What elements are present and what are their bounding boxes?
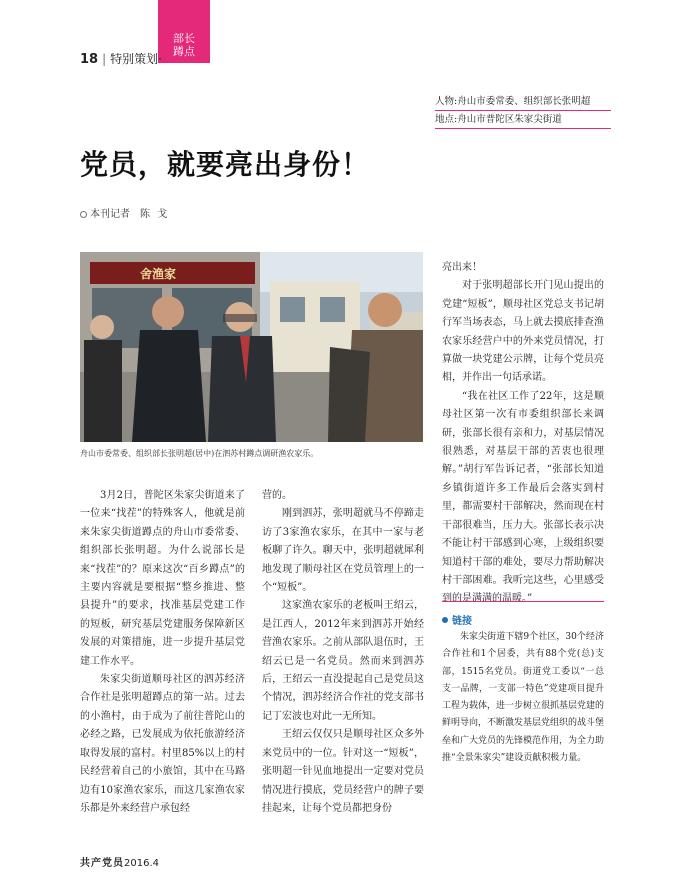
issue-number: 2016.4 bbox=[124, 858, 159, 869]
paragraph: 刚到泗苏，张明超就马不停蹄走访了3家渔农家乐，在其中一家与老板聊了许久。聊天中，张明超就犀利地发现了顺母社区在党员管理上的一个“短板”。 bbox=[262, 508, 424, 594]
byline bbox=[80, 205, 169, 220]
photo-sign-text: 舍渔家 bbox=[140, 267, 177, 281]
tab-line-2: 蹲点 bbox=[173, 45, 195, 58]
meta-person: 人物:舟山市委常委、组织部长张明超 bbox=[435, 93, 611, 111]
page-number: 18 bbox=[80, 52, 99, 67]
sidebar-title bbox=[442, 612, 472, 627]
section-tab-label bbox=[158, 32, 210, 58]
page-folio bbox=[80, 50, 162, 67]
section-name: 特别策划· bbox=[110, 52, 162, 66]
paragraph: 朱家尖街道顺母社区的泗苏经济合作社是张明超蹲点的第一站。过去的小渔村，由于成为了前往普陀山的必经之路，已发展成为依托旅游经济取得发展的富村。村里85%以上的村民经营着自己的小旅馆，其中在马路边有10家渔农家乐，而这几家渔农家乐都是外来经营户承包经 bbox=[80, 674, 245, 814]
byline-name: 陈 戈 bbox=[140, 209, 170, 220]
article-photo bbox=[80, 252, 423, 442]
page-footer bbox=[80, 854, 159, 869]
article-meta bbox=[435, 93, 611, 129]
byline-role: 本刊记者 bbox=[90, 209, 130, 220]
paragraph: 这家渔农家乐的老板叫王绍云，是江西人，2012年来到泗苏开始经营渔农家乐。之前从部队退伍时，王绍云已是一名党员。然而来到泗苏后，王绍云一直没提起自己是党员这个情况，泗苏经济合作社的党支部书记丁宏波也对此一无所知。 bbox=[262, 600, 424, 722]
magazine-logo: 共产党员 bbox=[80, 858, 124, 869]
sidebar-text: 朱家尖街道下辖9个社区，30个经济合作社和1个居委，共有88个党(总)支部，1515名党员。街道党工委以“一总支一品牌，一支部一特色”党建项目提升工程为载体，进一步树立很抓基层党建的鲜明导向，不断激发基层党组织的战斗堡垒和广大党员的先锋模范作用，为全力助推“全景朱家尖”建设贡献积极力量。 bbox=[442, 632, 605, 764]
section-tab bbox=[158, 0, 210, 63]
sidebar-title-text: 链接 bbox=[452, 616, 472, 627]
bullet-icon bbox=[442, 617, 448, 623]
body-column-2 bbox=[262, 487, 424, 818]
paragraph: 营的。 bbox=[262, 490, 292, 501]
sidebar-box bbox=[442, 629, 604, 767]
paragraph: 王绍云仅仅只是顺母社区众多外来党员中的一位。针对这一“短板”，张明超一针见血地提出一定要对党员情况进行摸底，党员经营户的牌子要挂起来，让每个党员都把身份 bbox=[262, 729, 424, 814]
body-column-1 bbox=[80, 487, 245, 818]
meta-location: 地点:舟山市普陀区朱家尖街道 bbox=[435, 111, 611, 129]
folio-separator: | bbox=[102, 52, 107, 66]
sidebar-divider bbox=[442, 601, 604, 602]
body-column-3 bbox=[442, 259, 604, 609]
photo-caption: 舟山市委常委、组织部长张明超(居中)在泗苏村蹲点调研渔农家乐。 bbox=[80, 449, 319, 458]
byline-bullet-icon bbox=[80, 211, 87, 218]
paragraph: 对于张明超部长开门见山提出的党建“短板”，顺母社区党总支书记胡行军当场表态，马上就去摸底排查渔农家乐经营户中的外来党员情况，打算做一块党建公示牌，让每个党员亮相，并作出一句话承诺。 bbox=[442, 280, 604, 384]
paragraph: “我在社区工作了22年，这是顺母社区第一次有市委组织部长来调研，张部长很有亲和力，对基层情况很熟悉，对基层干部的苦衷也很理解。”胡行军告诉记者，“张部长知道乡镇街道许多工作最后会落实到村里，都需要村干部解决，然而现在村干部很难当，压力大。张部长表示决不能让村干部感到心寒，上级组织要知道村干部的难处，要尽力帮助解决村干部困难。我听完这些，心里感受到的是满满的温暖。” bbox=[442, 390, 604, 605]
article-title: 党员，就要亮出身份！ bbox=[80, 148, 371, 181]
tab-line-1: 部长 bbox=[173, 32, 195, 45]
paragraph: 亮出来！ bbox=[442, 262, 482, 273]
paragraph: 3月2日，普陀区朱家尖街道来了一位来“找茬”的特殊客人，他就是前来朱家尖街道蹲点的舟山市委常委、组织部长张明超。为什么说部长是来“找茬”的？原来这次“百乡蹲点”的主要内容就是要根据“整乡推进、整县提升”的要求，找准基层党建工作的短板，研究基层党建服务保障新区发展的对策措施，进一步提升基层党建工作水平。 bbox=[80, 490, 245, 667]
